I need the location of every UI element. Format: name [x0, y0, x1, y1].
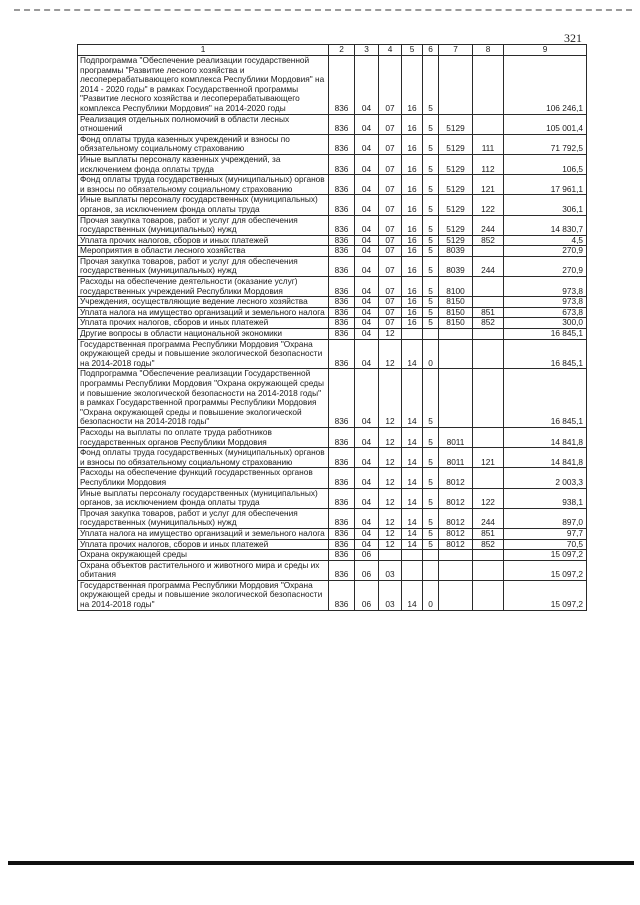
code-cell: 836 [329, 297, 355, 308]
code-cell: 14 [402, 369, 423, 428]
row-name-cell: Уплата налога на имущество организаций и земельного налога [78, 307, 329, 318]
code-cell [439, 560, 473, 580]
code-cell [402, 329, 423, 340]
code-cell: 5 [423, 427, 439, 447]
table-row [78, 134, 587, 154]
code-cell [402, 550, 423, 561]
code-cell [439, 580, 473, 610]
code-cell: 12 [379, 539, 402, 550]
code-cell: 5 [423, 134, 439, 154]
code-cell: 07 [379, 114, 402, 134]
code-cell: 12 [379, 329, 402, 340]
amount-cell: 897,0 [504, 508, 587, 528]
row-name-cell: Реализация отдельных полномочий в области лесных отношений [78, 114, 329, 134]
code-cell: 14 [402, 580, 423, 610]
row-name-cell: Фонд оплаты труда государственных (муниципальных) органов и взносы по обязательному социальному страхованию [78, 175, 329, 195]
code-cell: 12 [379, 528, 402, 539]
amount-cell: 270,9 [504, 256, 587, 276]
code-cell: 8011 [439, 427, 473, 447]
code-cell: 12 [379, 488, 402, 508]
code-cell: 5 [423, 369, 439, 428]
code-cell: 836 [329, 256, 355, 276]
code-cell: 5129 [439, 235, 473, 246]
code-cell [473, 427, 504, 447]
amount-cell: 14 841,8 [504, 448, 587, 468]
code-cell: 04 [355, 369, 379, 428]
code-cell: 14 [402, 539, 423, 550]
code-cell: 5 [423, 215, 439, 235]
code-cell: 8150 [439, 318, 473, 329]
code-cell: 5129 [439, 154, 473, 174]
code-cell: 8012 [439, 539, 473, 550]
amount-cell: 973,8 [504, 277, 587, 297]
code-cell: 04 [355, 195, 379, 215]
code-cell: 04 [355, 307, 379, 318]
code-cell: 04 [355, 528, 379, 539]
amount-cell: 106,5 [504, 154, 587, 174]
scan-bottom-border [8, 861, 634, 865]
code-cell: 836 [329, 235, 355, 246]
code-cell: 5 [423, 448, 439, 468]
code-cell [423, 560, 439, 580]
code-cell: 5 [423, 488, 439, 508]
row-name-cell: Учреждения, осуществляющие ведение лесного хозяйства [78, 297, 329, 308]
code-cell: 04 [355, 56, 379, 115]
code-cell: 16 [402, 318, 423, 329]
row-name-cell: Фонд оплаты труда государственных (муниципальных) органов и взносы по обязательному социальному страхованию [78, 448, 329, 468]
table-row [78, 195, 587, 215]
code-cell: 16 [402, 154, 423, 174]
amount-cell: 673,8 [504, 307, 587, 318]
code-cell: 07 [379, 134, 402, 154]
code-cell: 5129 [439, 134, 473, 154]
code-cell: 5 [423, 56, 439, 115]
code-cell: 5 [423, 175, 439, 195]
code-cell: 5 [423, 246, 439, 257]
code-cell: 04 [355, 448, 379, 468]
code-cell [473, 114, 504, 134]
code-cell: 06 [355, 550, 379, 561]
code-cell: 111 [473, 134, 504, 154]
column-header: 7 [439, 45, 473, 56]
code-cell [473, 339, 504, 369]
row-name-cell: Охрана объектов растительного и животного мира и среды их обитания [78, 560, 329, 580]
code-cell: 836 [329, 539, 355, 550]
code-cell: 06 [355, 560, 379, 580]
code-cell: 12 [379, 339, 402, 369]
code-cell: 14 [402, 488, 423, 508]
code-cell: 8039 [439, 256, 473, 276]
code-cell: 8012 [439, 488, 473, 508]
code-cell: 14 [402, 339, 423, 369]
amount-cell: 15 097,2 [504, 580, 587, 610]
code-cell: 16 [402, 134, 423, 154]
column-header: 2 [329, 45, 355, 56]
code-cell [473, 56, 504, 115]
code-cell: 851 [473, 528, 504, 539]
code-cell: 14 [402, 448, 423, 468]
code-cell: 16 [402, 114, 423, 134]
code-cell [439, 329, 473, 340]
row-name-cell: Расходы на выплаты по оплате труда работников государственных органов Республики Мордовия [78, 427, 329, 447]
code-cell: 836 [329, 468, 355, 488]
code-cell: 5 [423, 114, 439, 134]
amount-cell: 14 830,7 [504, 215, 587, 235]
code-cell: 04 [355, 468, 379, 488]
row-name-cell: Подпрограмма "Обеспечение реализации Государственной программы Республики Мордовия "Охрана окружающей среды и повышение экологической безопасности на 2014-2018 годы" в рамках Государственной программы Республики Мордовия "Охрана окружающей среды и повышение экологической безопасности на 2014-2018 годы" [78, 369, 329, 428]
code-cell: 836 [329, 528, 355, 539]
row-name-cell: Иные выплаты персоналу государственных (муниципальных) органов, за исключением фонда оплаты труда [78, 488, 329, 508]
code-cell: 5 [423, 468, 439, 488]
code-cell: 07 [379, 297, 402, 308]
code-cell: 851 [473, 307, 504, 318]
code-cell: 07 [379, 277, 402, 297]
code-cell: 121 [473, 448, 504, 468]
column-header: 3 [355, 45, 379, 56]
code-cell: 5 [423, 528, 439, 539]
amount-cell: 938,1 [504, 488, 587, 508]
table-row [78, 550, 587, 561]
code-cell: 121 [473, 175, 504, 195]
code-cell: 244 [473, 256, 504, 276]
code-cell: 836 [329, 550, 355, 561]
amount-cell: 300,0 [504, 318, 587, 329]
code-cell: 16 [402, 235, 423, 246]
code-cell: 12 [379, 448, 402, 468]
code-cell: 16 [402, 307, 423, 318]
amount-cell: 70,5 [504, 539, 587, 550]
code-cell: 04 [355, 539, 379, 550]
code-cell: 07 [379, 246, 402, 257]
code-cell: 5 [423, 307, 439, 318]
table-row [78, 508, 587, 528]
amount-cell: 15 097,2 [504, 550, 587, 561]
table-row [78, 427, 587, 447]
amount-cell: 16 845,1 [504, 369, 587, 428]
column-header: 1 [78, 45, 329, 56]
code-cell: 04 [355, 329, 379, 340]
code-cell: 14 [402, 468, 423, 488]
code-cell: 836 [329, 246, 355, 257]
code-cell: 5 [423, 195, 439, 215]
amount-cell: 306,1 [504, 195, 587, 215]
table-row [78, 448, 587, 468]
amount-cell: 106 246,1 [504, 56, 587, 115]
table-row [78, 539, 587, 550]
code-cell [439, 339, 473, 369]
table-row [78, 297, 587, 308]
code-cell: 07 [379, 215, 402, 235]
code-cell: 8012 [439, 468, 473, 488]
code-cell: 836 [329, 508, 355, 528]
code-cell: 244 [473, 508, 504, 528]
code-cell: 836 [329, 175, 355, 195]
table-row [78, 215, 587, 235]
code-cell: 836 [329, 448, 355, 468]
code-cell: 5 [423, 154, 439, 174]
row-name-cell: Уплата прочих налогов, сборов и иных платежей [78, 539, 329, 550]
code-cell: 04 [355, 427, 379, 447]
code-cell: 836 [329, 154, 355, 174]
code-cell: 04 [355, 508, 379, 528]
table-row [78, 580, 587, 610]
header-row [78, 45, 587, 56]
amount-cell: 105 001,4 [504, 114, 587, 134]
code-cell: 12 [379, 369, 402, 428]
code-cell: 16 [402, 195, 423, 215]
code-cell: 836 [329, 307, 355, 318]
code-cell: 122 [473, 195, 504, 215]
table-body [78, 56, 587, 611]
code-cell [473, 560, 504, 580]
code-cell: 836 [329, 56, 355, 115]
code-cell: 04 [355, 277, 379, 297]
code-cell: 836 [329, 369, 355, 428]
row-name-cell: Мероприятия в области лесного хозяйства [78, 246, 329, 257]
amount-cell: 17 961,1 [504, 175, 587, 195]
code-cell: 852 [473, 539, 504, 550]
code-cell: 12 [379, 468, 402, 488]
code-cell [439, 550, 473, 561]
table-row [78, 246, 587, 257]
amount-cell: 270,9 [504, 246, 587, 257]
code-cell: 07 [379, 175, 402, 195]
code-cell: 0 [423, 580, 439, 610]
code-cell: 04 [355, 114, 379, 134]
row-name-cell: Прочая закупка товаров, работ и услуг для обеспечения государственных (муниципальных) нужд [78, 508, 329, 528]
code-cell: 5 [423, 297, 439, 308]
code-cell: 16 [402, 175, 423, 195]
table-row [78, 277, 587, 297]
page-number: 321 [564, 31, 582, 45]
table-row [78, 528, 587, 539]
table-row [78, 114, 587, 134]
code-cell: 8039 [439, 246, 473, 257]
amount-cell: 4,5 [504, 235, 587, 246]
code-cell [423, 329, 439, 340]
code-cell: 836 [329, 277, 355, 297]
table-row [78, 488, 587, 508]
code-cell [473, 246, 504, 257]
code-cell: 16 [402, 297, 423, 308]
code-cell: 5 [423, 508, 439, 528]
code-cell [402, 560, 423, 580]
code-cell: 836 [329, 318, 355, 329]
code-cell: 04 [355, 246, 379, 257]
amount-cell: 16 845,1 [504, 339, 587, 369]
code-cell: 0 [423, 339, 439, 369]
code-cell: 14 [402, 508, 423, 528]
row-name-cell: Прочая закупка товаров, работ и услуг для обеспечения государственных (муниципальных) нужд [78, 256, 329, 276]
code-cell: 836 [329, 580, 355, 610]
table-row [78, 175, 587, 195]
code-cell: 16 [402, 215, 423, 235]
budget-table [77, 44, 587, 611]
code-cell: 112 [473, 154, 504, 174]
code-cell [473, 369, 504, 428]
code-cell: 04 [355, 154, 379, 174]
code-cell: 122 [473, 488, 504, 508]
code-cell: 836 [329, 134, 355, 154]
row-name-cell: Иные выплаты персоналу казенных учреждений, за исключением фонда оплаты труда [78, 154, 329, 174]
table-row [78, 339, 587, 369]
amount-cell: 15 097,2 [504, 560, 587, 580]
code-cell: 14 [402, 528, 423, 539]
column-header: 6 [423, 45, 439, 56]
code-cell [423, 550, 439, 561]
row-name-cell: Охрана окружающей среды [78, 550, 329, 561]
row-name-cell: Уплата налога на имущество организаций и земельного налога [78, 528, 329, 539]
code-cell: 04 [355, 256, 379, 276]
code-cell: 852 [473, 235, 504, 246]
row-name-cell: Государственная программа Республики Мордовия "Охрана окружающей среды и повышение экологической безопасности на 2014-2018 годы" [78, 580, 329, 610]
code-cell: 836 [329, 427, 355, 447]
column-header: 5 [402, 45, 423, 56]
code-cell: 5 [423, 235, 439, 246]
code-cell [473, 297, 504, 308]
column-header: 4 [379, 45, 402, 56]
code-cell: 836 [329, 195, 355, 215]
table-row [78, 235, 587, 246]
table-row [78, 560, 587, 580]
code-cell: 03 [379, 560, 402, 580]
row-name-cell: Иные выплаты персоналу государственных (муниципальных) органов, за исключением фонда оплаты труда [78, 195, 329, 215]
code-cell [439, 56, 473, 115]
code-cell [473, 468, 504, 488]
code-cell: 07 [379, 154, 402, 174]
code-cell: 04 [355, 318, 379, 329]
amount-cell: 16 845,1 [504, 329, 587, 340]
code-cell: 5 [423, 277, 439, 297]
table-row [78, 369, 587, 428]
code-cell: 16 [402, 256, 423, 276]
row-name-cell: Фонд оплаты труда казенных учреждений и взносы по обязательному социальному страхованию [78, 134, 329, 154]
code-cell: 06 [355, 580, 379, 610]
row-name-cell: Уплата прочих налогов, сборов и иных платежей [78, 235, 329, 246]
code-cell: 04 [355, 488, 379, 508]
row-name-cell: Подпрограмма "Обеспечение реализации государственной программы "Развитие лесного хозяйства и лесоперерабатывающего комплекса Республики Мордовия" на 2014 - 2020 годы" в рамках Государственной программы "Развитие лесного хозяйства и лесоперерабатывающего комплекса Республики Мордовия" на 2014-2020 годы [78, 56, 329, 115]
code-cell: 8012 [439, 528, 473, 539]
code-cell: 5129 [439, 114, 473, 134]
code-cell: 8150 [439, 307, 473, 318]
code-cell [473, 329, 504, 340]
code-cell: 16 [402, 56, 423, 115]
code-cell: 16 [402, 246, 423, 257]
column-header: 8 [473, 45, 504, 56]
code-cell [473, 550, 504, 561]
code-cell: 8150 [439, 297, 473, 308]
code-cell: 12 [379, 427, 402, 447]
code-cell: 8011 [439, 448, 473, 468]
code-cell [473, 277, 504, 297]
code-cell: 836 [329, 560, 355, 580]
code-cell: 07 [379, 318, 402, 329]
code-cell: 852 [473, 318, 504, 329]
row-name-cell: Расходы на обеспечение деятельности (оказание услуг) государственных учреждений Республики Мордовия [78, 277, 329, 297]
table-row [78, 56, 587, 115]
code-cell: 04 [355, 175, 379, 195]
row-name-cell: Уплата прочих налогов, сборов и иных платежей [78, 318, 329, 329]
code-cell: 07 [379, 56, 402, 115]
code-cell: 5129 [439, 195, 473, 215]
table-row [78, 329, 587, 340]
code-cell: 07 [379, 307, 402, 318]
code-cell: 04 [355, 215, 379, 235]
code-cell: 07 [379, 195, 402, 215]
row-name-cell: Другие вопросы в области национальной экономики [78, 329, 329, 340]
code-cell: 14 [402, 427, 423, 447]
table-row [78, 307, 587, 318]
code-cell: 12 [379, 508, 402, 528]
code-cell: 04 [355, 134, 379, 154]
amount-cell: 973,8 [504, 297, 587, 308]
code-cell: 836 [329, 215, 355, 235]
code-cell [439, 369, 473, 428]
code-cell [473, 580, 504, 610]
code-cell: 04 [355, 297, 379, 308]
code-cell: 5 [423, 318, 439, 329]
amount-cell: 2 003,3 [504, 468, 587, 488]
table-row [78, 154, 587, 174]
code-cell: 8100 [439, 277, 473, 297]
row-name-cell: Расходы на обеспечение функций государственных органов Республики Мордовия [78, 468, 329, 488]
code-cell: 244 [473, 215, 504, 235]
code-cell [379, 550, 402, 561]
table-row [78, 468, 587, 488]
code-cell: 03 [379, 580, 402, 610]
code-cell: 5129 [439, 175, 473, 195]
code-cell: 5 [423, 256, 439, 276]
amount-cell: 14 841,8 [504, 427, 587, 447]
amount-cell: 71 792,5 [504, 134, 587, 154]
code-cell: 5 [423, 539, 439, 550]
code-cell: 04 [355, 339, 379, 369]
code-cell: 07 [379, 256, 402, 276]
table-row [78, 318, 587, 329]
scan-top-border [14, 9, 632, 11]
code-cell: 836 [329, 114, 355, 134]
code-cell: 836 [329, 339, 355, 369]
column-header: 9 [504, 45, 587, 56]
code-cell: 836 [329, 488, 355, 508]
code-cell: 04 [355, 235, 379, 246]
table-row [78, 256, 587, 276]
code-cell: 836 [329, 329, 355, 340]
code-cell: 16 [402, 277, 423, 297]
row-name-cell: Прочая закупка товаров, работ и услуг для обеспечения государственных (муниципальных) нужд [78, 215, 329, 235]
code-cell: 8012 [439, 508, 473, 528]
code-cell: 5129 [439, 215, 473, 235]
row-name-cell: Государственная программа Республики Мордовия "Охрана окружающей среды и повышение экологической безопасности на 2014-2018 годы" [78, 339, 329, 369]
code-cell: 07 [379, 235, 402, 246]
amount-cell: 97,7 [504, 528, 587, 539]
